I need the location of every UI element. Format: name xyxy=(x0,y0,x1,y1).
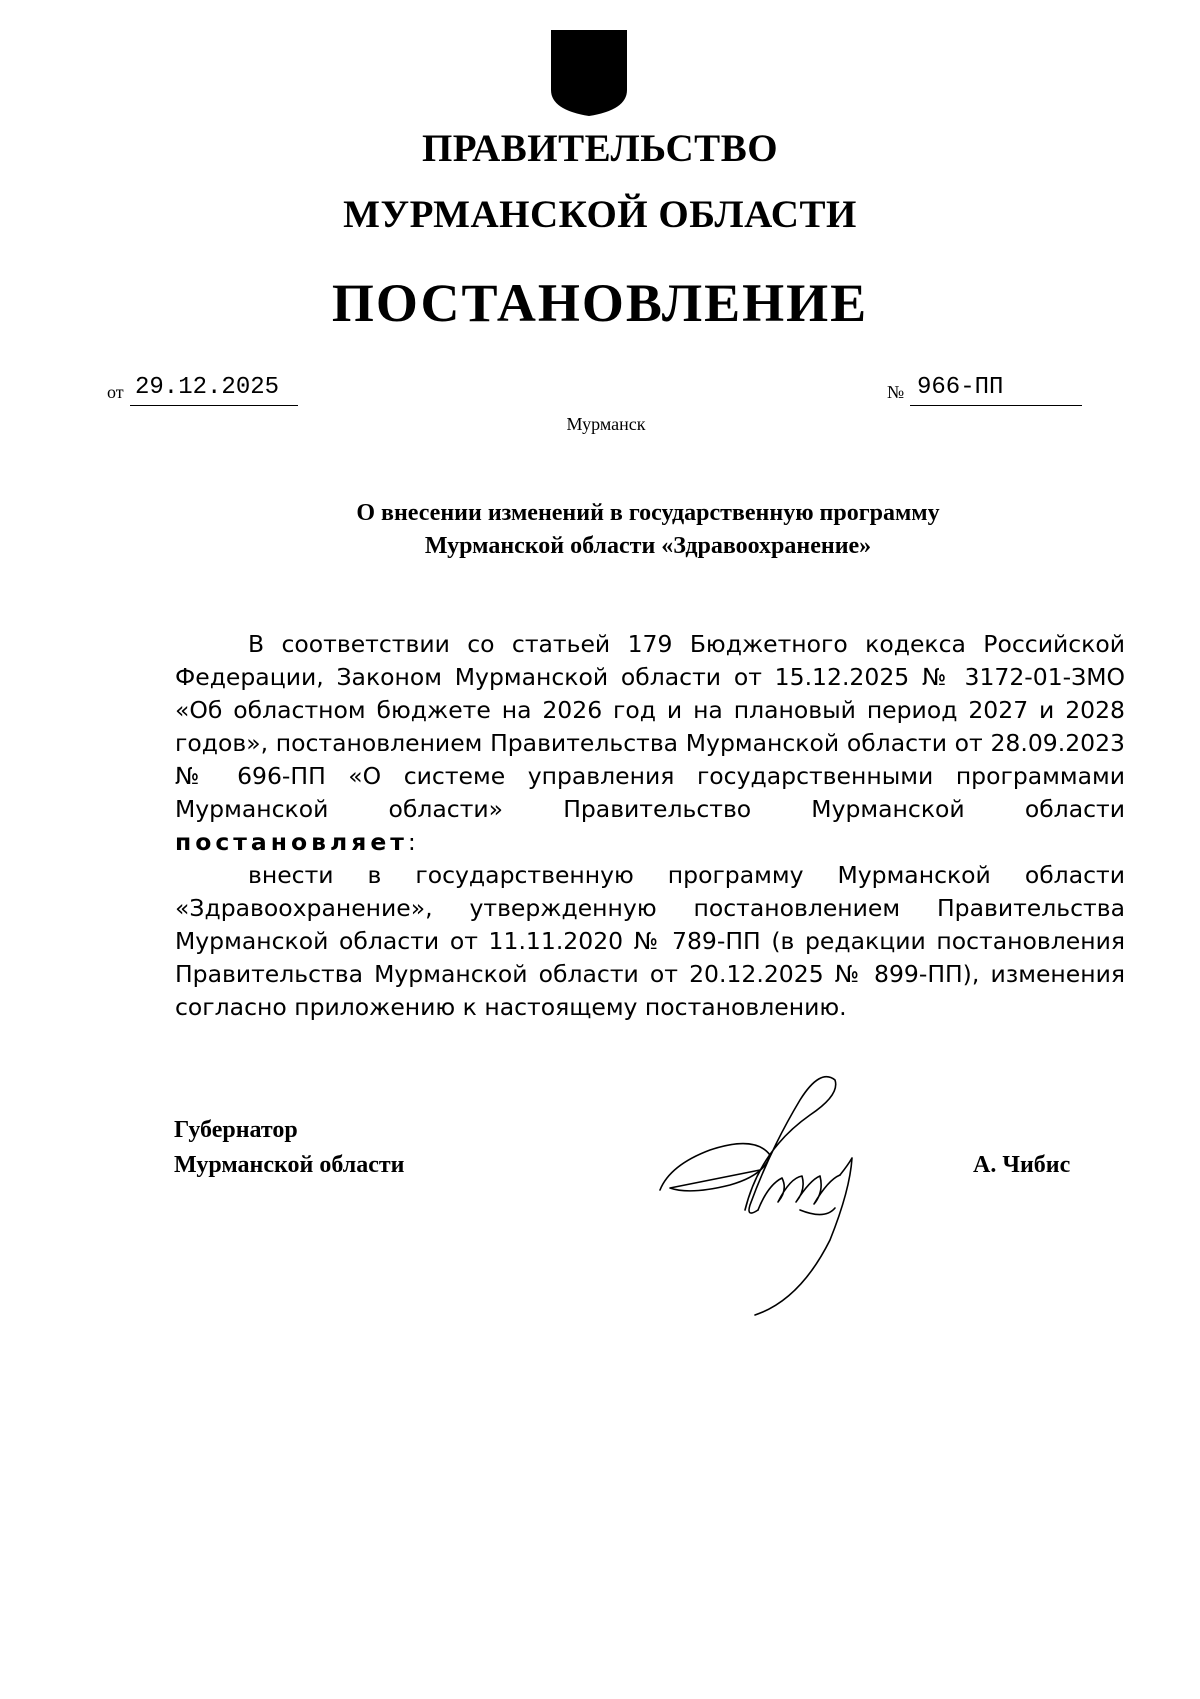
resolves-line xyxy=(175,826,1125,859)
decision-line: внести в государственную программу Мурманской области xyxy=(248,861,1125,889)
organization-title-line2: МУРМАНСКОЙ ОБЛАСТИ xyxy=(343,193,857,236)
preamble-line: «Об областном бюджете на 2026 год и на плановый период 2027 и 2028 xyxy=(175,696,1125,724)
signer-title-line2: Мурманской области xyxy=(174,1152,405,1178)
document-number: 966-ПП xyxy=(917,374,1004,401)
subject-line1: О внесении изменений в государственную программу xyxy=(356,500,940,526)
number-prefix: № xyxy=(887,382,905,402)
subject-line2: Мурманской области «Здравоохранение» xyxy=(424,533,872,559)
preamble-line: № 696-ПП «О системе управления государственными программами xyxy=(175,762,1125,790)
organization-title-line1: ПРАВИТЕЛЬСТВО xyxy=(421,127,779,170)
decision-line: согласно приложению к настоящему постановлению. xyxy=(175,993,847,1021)
signer-title-line1: Губернатор xyxy=(174,1117,298,1143)
resolves-word: постановляет xyxy=(175,828,408,856)
date-underline xyxy=(130,405,298,406)
preamble-line: Мурманской области» Правительство Мурманской области xyxy=(175,795,1125,823)
document-date: 29.12.2025 xyxy=(135,374,280,401)
document-type-heading: ПОСТАНОВЛЕНИЕ xyxy=(331,273,869,333)
decision-line: «Здравоохранение», утвержденную постановлением Правительства xyxy=(175,894,1125,922)
decision-line: Правительства Мурманской области от 20.12.2025 № 899-ПП), изменения xyxy=(175,960,1125,988)
preamble-line: Федерации, Законом Мурманской области от 15.12.2025 № 3172-01-ЗМО xyxy=(175,663,1125,691)
resolves-colon: : xyxy=(407,828,416,856)
city-name: Мурманск xyxy=(566,414,646,434)
coat-of-arms-emblem xyxy=(549,28,629,120)
preamble-line: В соответствии со статьей 179 Бюджетного кодекса Российской xyxy=(248,630,1125,658)
preamble-line: годов», постановлением Правительства Мурманской области от 28.09.2023 xyxy=(175,729,1125,757)
decision-line: Мурманской области от 11.11.2020 № 789-ПП (в редакции постановления xyxy=(175,927,1125,955)
number-underline xyxy=(910,405,1082,406)
date-prefix: от xyxy=(107,382,124,402)
preamble-text xyxy=(175,628,1125,1024)
handwritten-signature xyxy=(650,1070,950,1320)
signer-name: А. Чибис xyxy=(973,1152,1071,1178)
